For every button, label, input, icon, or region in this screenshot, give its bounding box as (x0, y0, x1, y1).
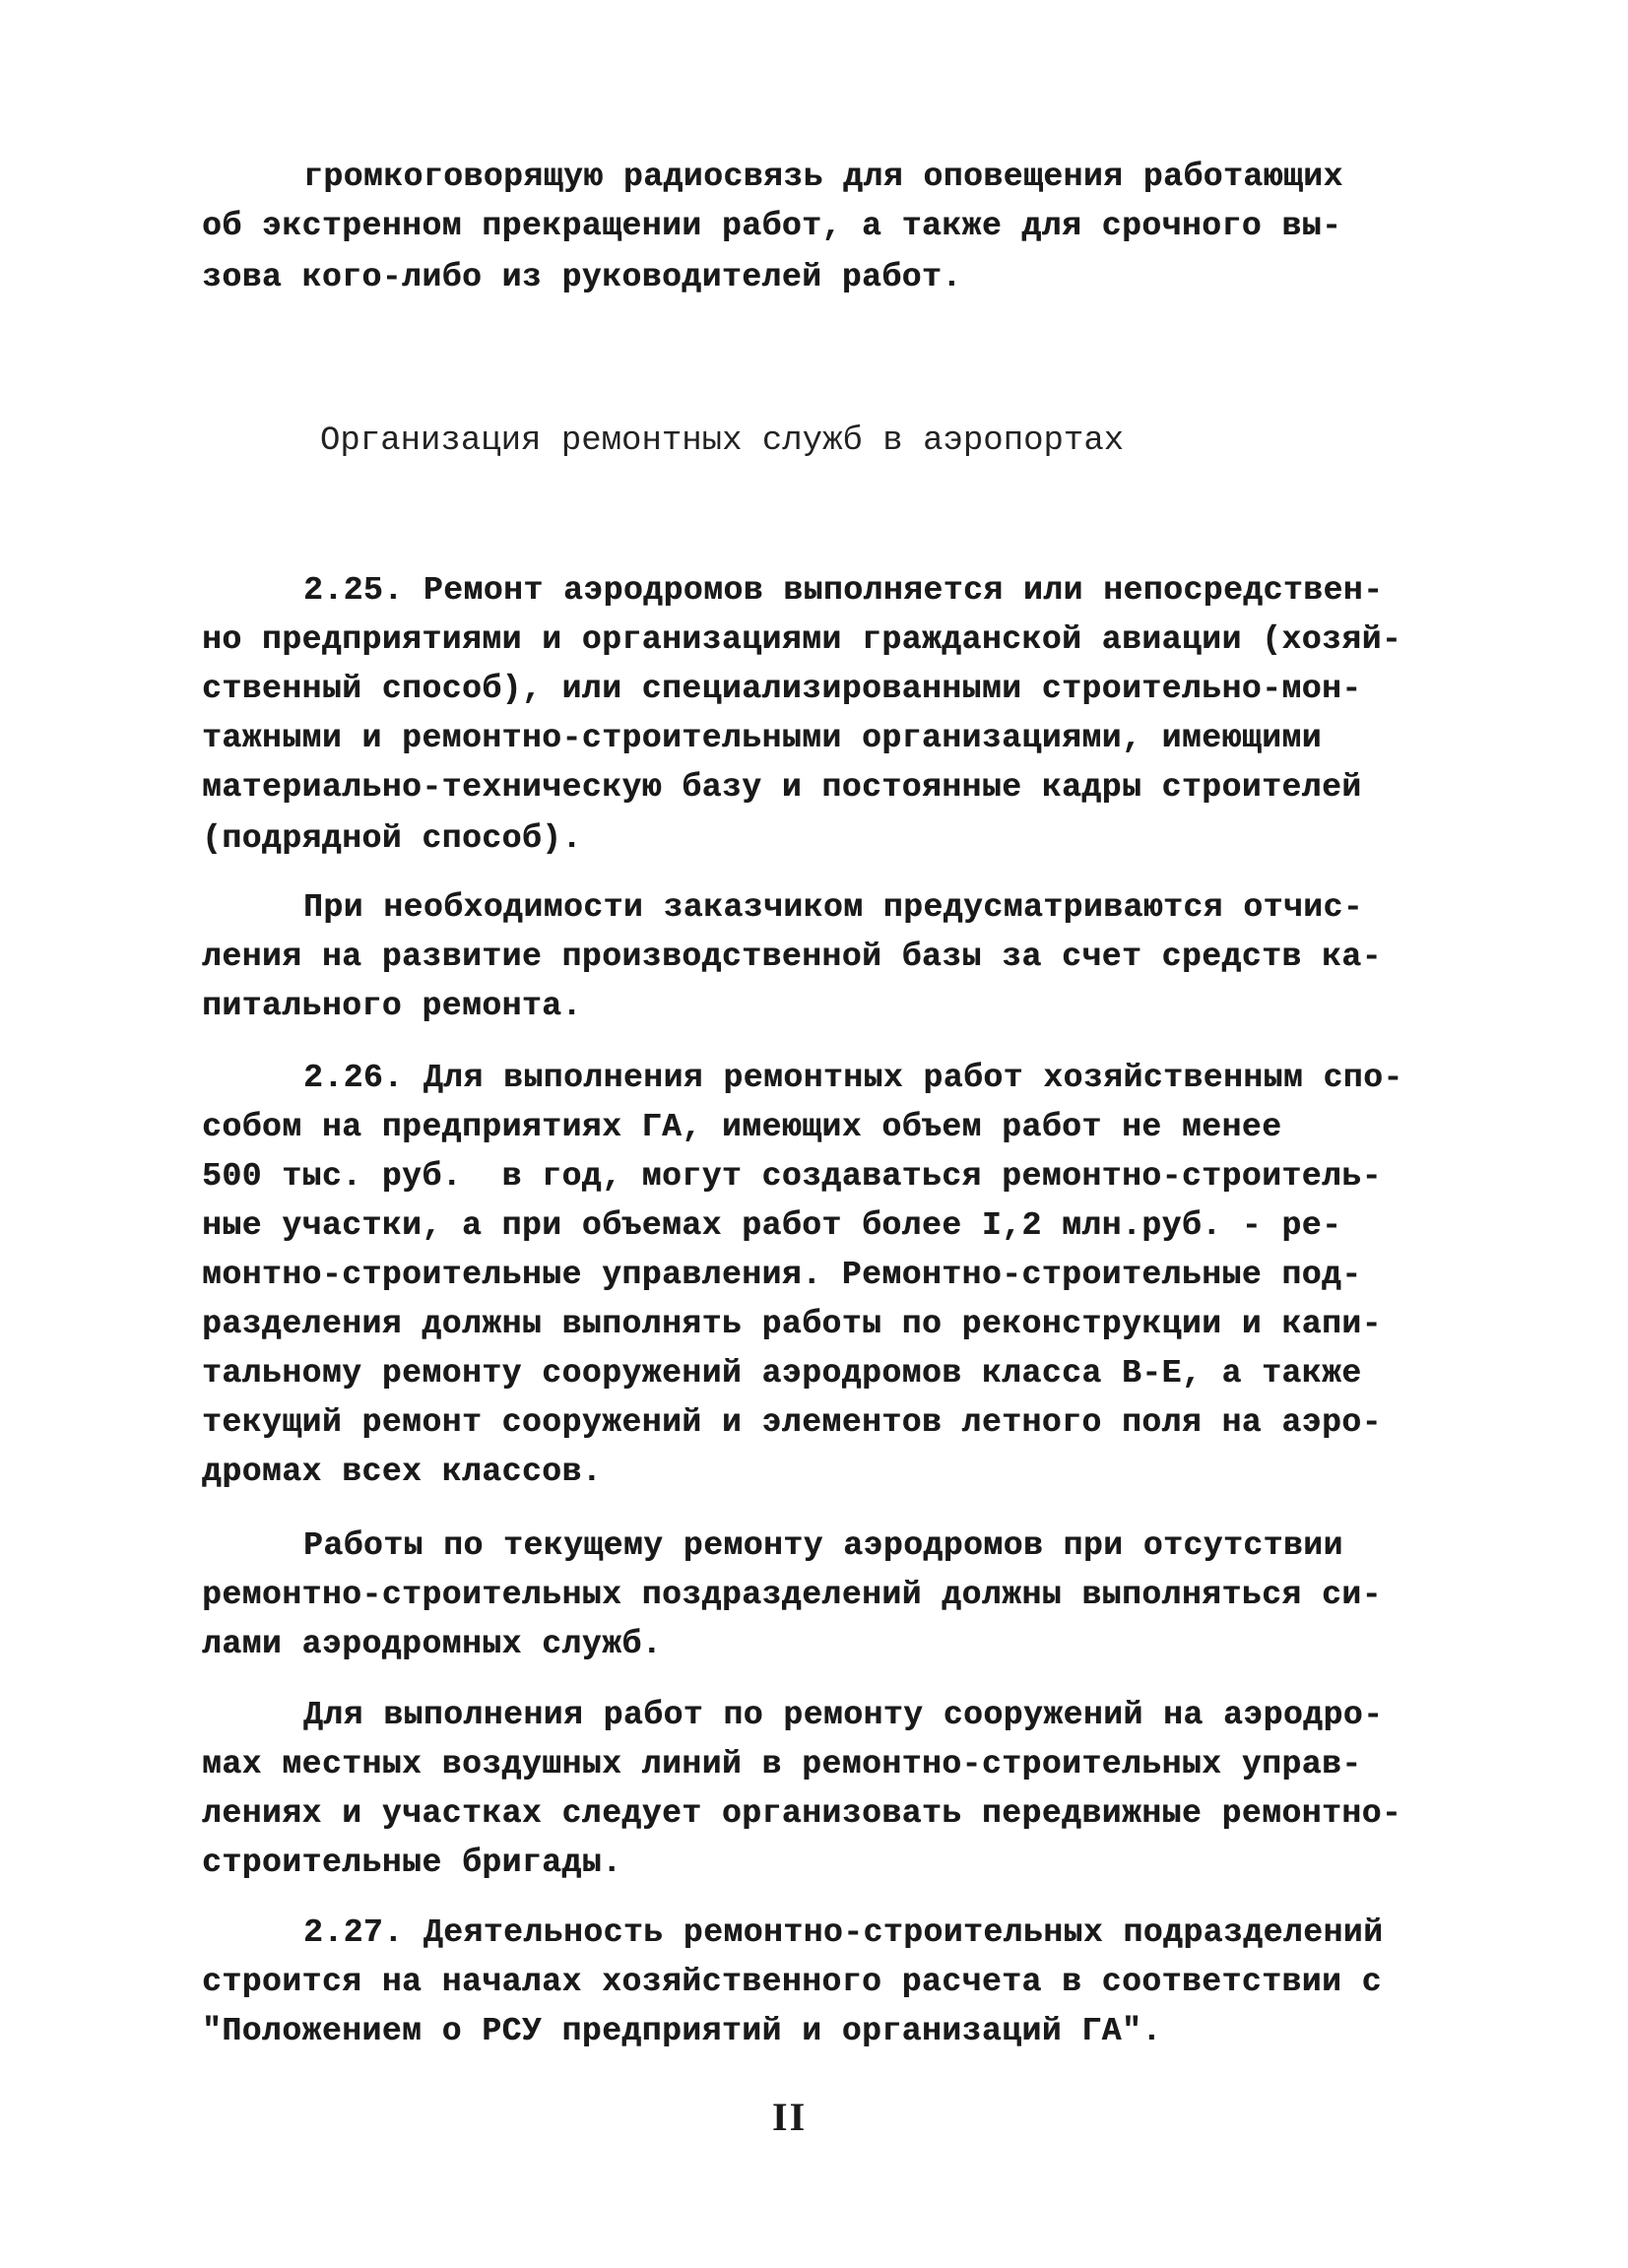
paragraph-line: но предприятиями и организациями гражданской авиации (хозяй- (202, 621, 1402, 658)
paragraph-line: монтно-строительные управления. Ремонтно-строительные под- (202, 1257, 1362, 1293)
paragraph-line: (подрядной способ). (202, 820, 582, 857)
paragraph-line: строится на началах хозяйственного расчета в соответствии с (202, 1964, 1382, 2000)
paragraph-line: 2.25. Ремонт аэродромов выполняется или непосредствен- (303, 572, 1384, 609)
paragraph-line: При необходимости заказчиком предусматриваются отчис- (303, 889, 1364, 926)
paragraph-line: лениях и участках следует организовать передвижные ремонтно- (202, 1795, 1402, 1832)
paragraph-line: текущий ремонт сооружений и элементов летного поля на аэро- (202, 1404, 1382, 1441)
paragraph-line: 500 тыс. руб. в год, могут создаваться ремонтно-строитель- (202, 1158, 1382, 1195)
paragraph-line: тажными и ремонтно-строительными организациями, имеющими (202, 720, 1322, 756)
paragraph-line: Для выполнения работ по ремонту сооружений на аэродро- (303, 1697, 1384, 1733)
paragraph-line: ственный способ), или специализированными строительно-мон- (202, 671, 1362, 707)
paragraph-line: собом на предприятиях ГА, имеющих объем работ не менее (202, 1109, 1282, 1145)
paragraph-line: дромах всех классов. (202, 1454, 603, 1490)
paragraph-line: Работы по текущему ремонту аэродромов при отсутствии (303, 1527, 1343, 1564)
paragraph-line: строительные бригады. (202, 1845, 622, 1881)
paragraph-line: мах местных воздушных линий в ремонтно-строительных управ- (202, 1746, 1362, 1782)
paragraph-line: ные участки, а при объемах работ более I,2 млн.руб. - ре- (202, 1207, 1342, 1244)
paragraph-line: ремонтно-строительных поздразделений должны выполняться си- (202, 1577, 1382, 1613)
paragraph-line: лами аэродромных служб. (202, 1626, 662, 1662)
paragraph-line: "Положением о РСУ предприятий и организаций ГА". (202, 2013, 1162, 2049)
intro-line: зова кого-либо из руководителей работ. (202, 259, 962, 295)
paragraph-line: тальному ремонту сооружений аэродромов класса В-Е, а также (202, 1355, 1362, 1392)
intro-line: громкоговорящую радиосвязь для оповещения работающих (303, 159, 1343, 195)
intro-line: об экстренном прекращении работ, а также для срочного вы- (202, 208, 1342, 244)
paragraph-line: ления на развитие производственной базы за счет средств ка- (202, 939, 1382, 975)
paragraph-line: 2.26. Для выполнения ремонтных работ хозяйственным спо- (303, 1060, 1403, 1096)
page-number: II (772, 2095, 808, 2139)
paragraph-line: материально-техническую базу и постоянные кадры строителей (202, 769, 1362, 806)
section-heading: Организация ремонтных служб в аэропортах (320, 422, 1125, 460)
paragraph-line: разделения должны выполнять работы по реконструкции и капи- (202, 1306, 1382, 1342)
paragraph-line: 2.27. Деятельность ремонтно-строительных подразделений (303, 1914, 1384, 1951)
paragraph-line: питального ремонта. (202, 988, 582, 1024)
